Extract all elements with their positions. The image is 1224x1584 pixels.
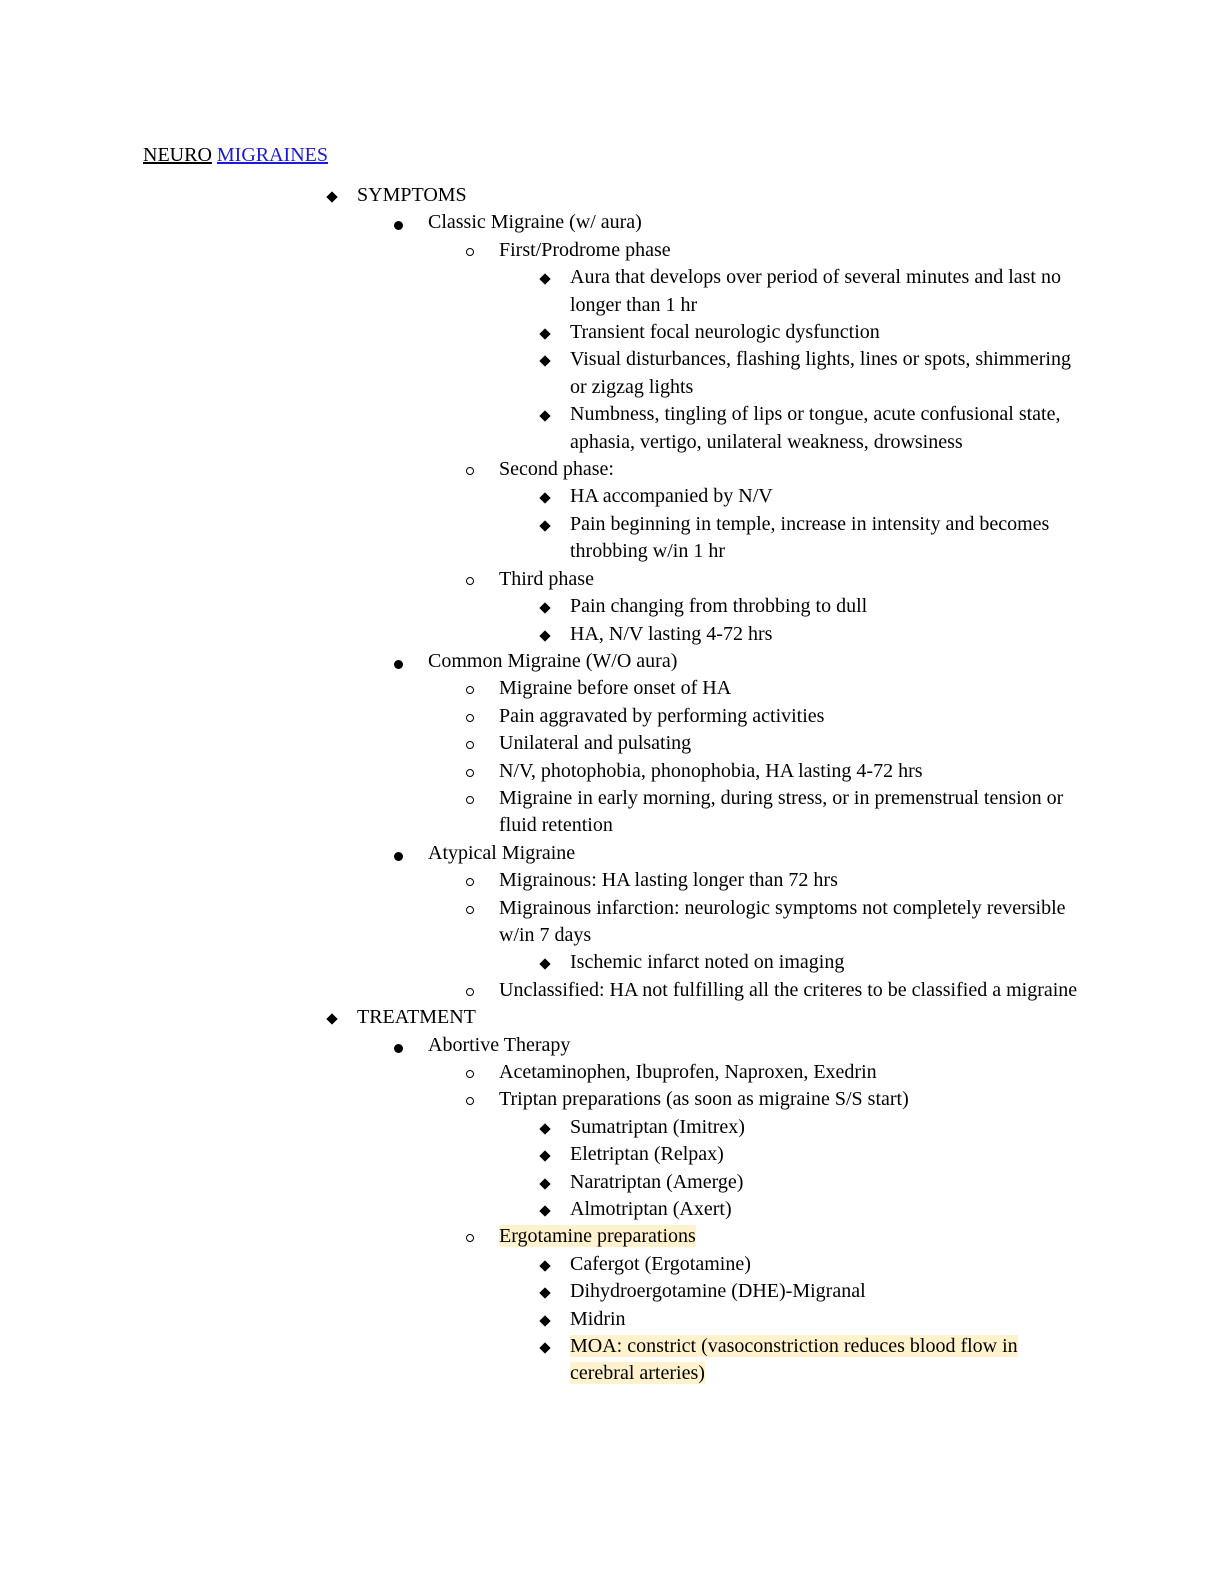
hollow-circle-bullet-icon [462, 785, 478, 812]
highlighted-text: MOA: constrict (vasoconstriction reduces blood flow in cerebral arteries) [570, 1335, 1018, 1385]
outline-item [0, 1333, 1224, 1388]
outline-item-text [499, 1086, 1079, 1113]
highlighted-text: Ergotamine preparations [499, 1225, 696, 1248]
outline-item-text [428, 209, 1078, 236]
outline-item [0, 648, 1224, 675]
outline-item-text [499, 758, 1079, 785]
item-text: SYMPTOMS [357, 184, 467, 206]
outline-item-text [570, 1333, 1075, 1388]
outline-item-text [570, 483, 1075, 510]
outline-item-text [357, 182, 1077, 209]
diamond-bullet-icon [537, 1333, 553, 1360]
diamond-bullet-icon [537, 593, 553, 620]
outline-item [0, 977, 1224, 1004]
outline-item [0, 566, 1224, 593]
outline-item-text [499, 675, 1079, 702]
outline-item-text [499, 867, 1079, 894]
item-text: Migraine in early morning, during stress, or in premenstrual tension or fluid retention [499, 786, 1064, 837]
item-text: TREATMENT [357, 1006, 476, 1029]
filled-circle-bullet-icon [390, 1032, 406, 1061]
diamond-bullet-icon [537, 1306, 553, 1333]
diamond-bullet-icon [537, 1196, 553, 1223]
outline-item [0, 703, 1224, 730]
outline-item-text [570, 949, 1075, 976]
outline-item-text [570, 1196, 1075, 1223]
item-text: Migrainous: HA lasting longer than 72 hrs [499, 869, 838, 892]
outline-item-text [570, 319, 1075, 346]
hollow-circle-bullet-icon [462, 1223, 478, 1250]
outline-item-text [499, 895, 1079, 950]
outline-item [0, 1306, 1224, 1333]
outline-item-text [570, 346, 1075, 401]
outline-item-text [428, 840, 1078, 867]
item-text: Second phase: [499, 458, 614, 481]
item-text: Midrin [570, 1307, 626, 1330]
outline-item-text [570, 621, 1075, 648]
diamond-bullet-icon [537, 1251, 553, 1278]
hollow-circle-bullet-icon [462, 456, 478, 483]
item-text: Migraine before onset of HA [499, 677, 732, 700]
hollow-circle-bullet-icon [462, 867, 478, 894]
diamond-bullet-icon [537, 264, 553, 291]
outline-item [0, 1141, 1224, 1168]
hollow-circle-bullet-icon [462, 758, 478, 785]
outline-item [0, 895, 1224, 950]
item-text: Eletriptan (Relpax) [570, 1143, 724, 1166]
diamond-bullet-icon [537, 319, 553, 346]
diamond-bullet-icon [537, 949, 553, 976]
outline-item [0, 1196, 1224, 1223]
outline-item-text [570, 1278, 1075, 1305]
diamond-bullet-icon [537, 401, 553, 428]
item-text: Almotriptan (Axert) [570, 1198, 732, 1221]
item-text: Pain aggravated by performing activities [499, 704, 825, 727]
outline-item [0, 949, 1224, 976]
item-text: Cafergot (Ergotamine) [570, 1252, 751, 1275]
diamond-bullet-icon [324, 1004, 340, 1031]
item-text: Triptan preparations (as soon as migraine S/S start) [499, 1088, 909, 1111]
hollow-circle-bullet-icon [462, 566, 478, 593]
outline-item [0, 1086, 1224, 1113]
diamond-bullet-icon [537, 511, 553, 538]
outline-item [0, 1223, 1224, 1250]
outline-item [0, 401, 1224, 456]
diamond-bullet-icon [537, 1114, 553, 1141]
filled-circle-bullet-icon [390, 209, 406, 238]
outline-item [0, 1032, 1224, 1059]
outline-item-text [499, 456, 1079, 483]
item-text: Acetaminophen, Ibuprofen, Naproxen, Exedrin [499, 1061, 877, 1083]
hollow-circle-bullet-icon [462, 895, 478, 922]
item-text: Abortive Therapy [428, 1033, 571, 1056]
outline-item-text [428, 648, 1078, 675]
filled-circle-bullet-icon [390, 840, 406, 869]
item-text: Migrainous infarction: neurologic symptoms not completely reversible w/in 7 days [499, 896, 1066, 946]
item-text: HA, N/V lasting 4-72 hrs [570, 622, 773, 645]
item-text: Classic Migraine (w/ aura) [428, 211, 642, 234]
outline-item [0, 483, 1224, 510]
item-text: Dihydroergotamine (DHE)-Migranal [570, 1280, 866, 1303]
item-text: N/V, photophobia, phonophobia, HA lasting 4-72 hrs [499, 759, 923, 782]
outline-item [0, 319, 1224, 346]
outline-item-text [428, 1032, 1078, 1059]
outline-item-text [499, 566, 1079, 593]
outline-item [0, 621, 1224, 648]
outline-item-text [499, 1059, 1079, 1086]
item-text: Ischemic infarct noted on imaging [570, 951, 845, 974]
outline-item [0, 785, 1224, 840]
outline-item [0, 456, 1224, 483]
diamond-bullet-icon [537, 1141, 553, 1168]
hollow-circle-bullet-icon [462, 703, 478, 730]
item-text: Naratriptan (Amerge) [570, 1170, 744, 1193]
outline-item-text [570, 1251, 1075, 1278]
item-text: Transient focal neurologic dysfunction [570, 321, 880, 344]
diamond-bullet-icon [324, 182, 340, 209]
outline-item-text [357, 1004, 1077, 1031]
outline-item [0, 264, 1224, 319]
outline-item-text [499, 785, 1079, 840]
outline-item [0, 675, 1224, 702]
outline-item-text [570, 1306, 1075, 1333]
diamond-bullet-icon [537, 1278, 553, 1305]
item-text: Atypical Migraine [428, 841, 576, 864]
item-text: Common Migraine (W/O aura) [428, 649, 678, 672]
item-text: Visual disturbances, flashing lights, lines or spots, shimmering or zigzag lights [570, 348, 1071, 398]
title-neuro: NEURO [143, 144, 212, 166]
item-text: Pain beginning in temple, increase in intensity and becomes throbbing w/in 1 hr [570, 512, 1050, 563]
outline-item-text [499, 977, 1079, 1004]
outline-item-text [499, 1223, 1079, 1250]
filled-circle-bullet-icon [390, 648, 406, 677]
outline-item-text [570, 401, 1075, 456]
outline-item-text [499, 730, 1079, 757]
item-text: Aura that develops over period of several minutes and last no longer than 1 hr [570, 266, 1061, 316]
outline-item [0, 346, 1224, 401]
item-text: Third phase [499, 567, 594, 590]
outline-item [0, 237, 1224, 264]
outline-item [0, 593, 1224, 620]
outline-item [0, 840, 1224, 867]
outline-item-text [570, 1141, 1075, 1168]
item-text: Unclassified: HA not fulfilling all the criteres to be classified a migraine [499, 978, 1078, 1001]
outline-item [0, 209, 1224, 236]
outline-item-text [570, 1114, 1075, 1141]
outline-item [0, 758, 1224, 785]
item-text: Unilateral and pulsating [499, 732, 692, 755]
hollow-circle-bullet-icon [462, 1059, 478, 1086]
item-text: Sumatriptan (Imitrex) [570, 1115, 745, 1138]
outline-list [0, 182, 1224, 1388]
outline-item [0, 1278, 1224, 1305]
hollow-circle-bullet-icon [462, 1086, 478, 1113]
hollow-circle-bullet-icon [462, 675, 478, 702]
outline-item [0, 867, 1224, 894]
diamond-bullet-icon [537, 346, 553, 373]
hollow-circle-bullet-icon [462, 730, 478, 757]
outline-item-text [499, 703, 1079, 730]
item-text: First/Prodrome phase [499, 238, 671, 261]
outline-item-text [570, 511, 1075, 566]
item-text: Numbness, tingling of lips or tongue, acute confusional state, aphasia, vertigo, unilateral weakness, drowsiness [570, 403, 1061, 453]
item-text: HA accompanied by N/V [570, 485, 773, 508]
outline-item-text [499, 237, 1079, 264]
page-title [143, 142, 328, 169]
outline-item-text [570, 593, 1075, 620]
diamond-bullet-icon [537, 1169, 553, 1196]
item-text: Pain changing from throbbing to dull [570, 595, 868, 618]
outline-item-text [570, 1169, 1075, 1196]
hollow-circle-bullet-icon [462, 977, 478, 1004]
outline-item [0, 511, 1224, 566]
outline-item [0, 1059, 1224, 1086]
outline-item [0, 730, 1224, 757]
outline-item [0, 1251, 1224, 1278]
outline-item-text [570, 264, 1075, 319]
diamond-bullet-icon [537, 483, 553, 510]
outline-item [0, 1169, 1224, 1196]
outline-item [0, 1004, 1224, 1031]
diamond-bullet-icon [537, 621, 553, 648]
migraines-link[interactable]: MIGRAINES [216, 144, 329, 166]
outline-item [0, 1114, 1224, 1141]
hollow-circle-bullet-icon [462, 237, 478, 264]
outline-item [0, 182, 1224, 209]
